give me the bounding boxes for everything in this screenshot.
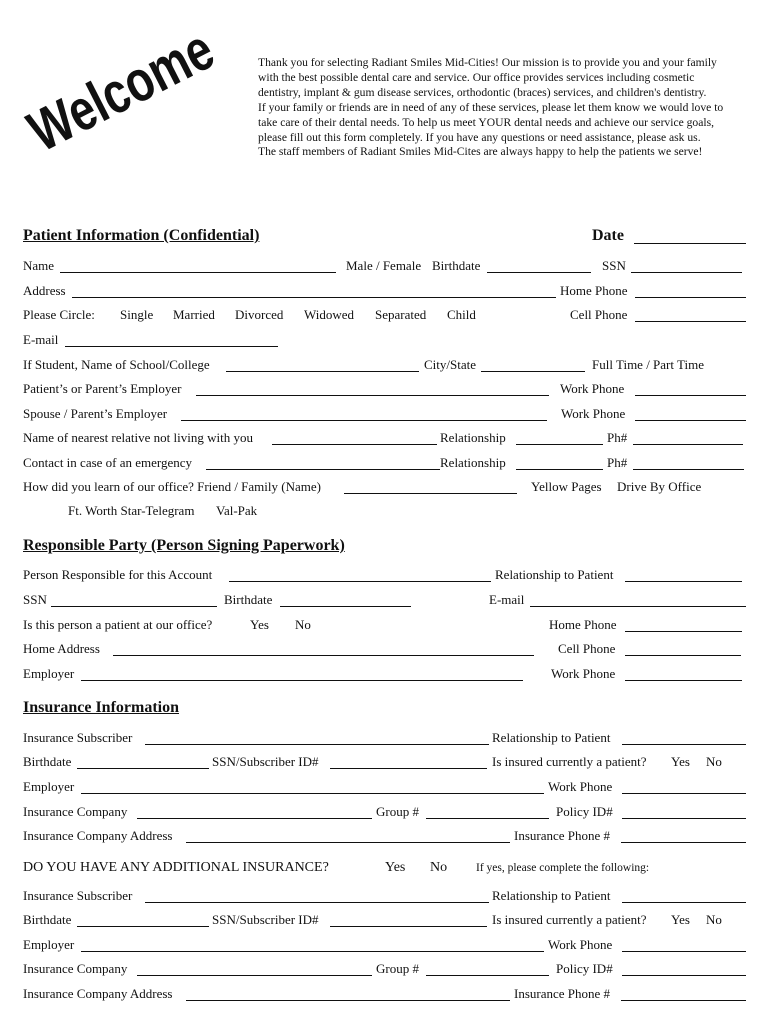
add-group-label: Group # <box>376 961 419 976</box>
add-group-field[interactable] <box>426 975 549 976</box>
add-is-insured-yes[interactable]: Yes <box>671 912 690 927</box>
ins-is-insured-yes[interactable]: Yes <box>671 754 690 769</box>
address-field[interactable] <box>72 297 556 298</box>
ins-birthdate-field[interactable] <box>77 768 209 769</box>
work-phone2-field[interactable] <box>635 420 746 421</box>
add-is-insured-label: Is insured currently a patient? <box>492 912 647 927</box>
birthdate-label: Birthdate <box>432 258 481 273</box>
is-patient-no[interactable]: No <box>295 617 311 632</box>
birthdate-field[interactable] <box>487 272 591 273</box>
nearest-relative-label: Name of nearest relative not living with you <box>23 430 253 445</box>
ins-group-field[interactable] <box>426 818 549 819</box>
employer-label: Patient’s or Parent’s Employer <box>23 381 182 396</box>
resp-ssn-field[interactable] <box>51 606 217 607</box>
insurance-heading: Insurance Information <box>23 699 180 716</box>
resp-relationship-field[interactable] <box>625 581 742 582</box>
full-part-time[interactable]: Full Time / Part Time <box>592 357 704 372</box>
ins-policy-field[interactable] <box>622 818 746 819</box>
ph2-label: Ph# <box>607 455 628 470</box>
marital-widowed[interactable]: Widowed <box>304 307 355 322</box>
add-subscriber-label: Insurance Subscriber <box>23 888 133 903</box>
home-phone-label: Home Phone <box>560 283 628 298</box>
add-company-address-label: Insurance Company Address <box>23 986 173 1001</box>
intro-line: dentistry, implant & gum disease services, orthodontic (braces) services, and children's dentistry. <box>258 85 707 99</box>
add-relationship-label: Relationship to Patient <box>492 888 611 903</box>
intro-line: please fill out this form completely. If you have any questions or need assistance, please ask us. <box>258 130 701 144</box>
person-responsible-label: Person Responsible for this Account <box>23 567 213 582</box>
welcome-title: Welcome <box>18 16 224 165</box>
work-phone-label: Work Phone <box>560 381 625 396</box>
intro-paragraph <box>258 56 763 160</box>
relationship-field[interactable] <box>516 444 603 445</box>
patient-info-heading: Patient Information (Confidential) <box>23 227 260 244</box>
please-circle-label: Please Circle: <box>23 307 95 322</box>
star-telegram-option[interactable]: Ft. Worth Star-Telegram <box>68 503 195 518</box>
ins-work-phone-field[interactable] <box>622 793 746 794</box>
resp-home-phone-label: Home Phone <box>549 617 617 632</box>
resp-relationship-label: Relationship to Patient <box>495 567 614 582</box>
cell-phone-field[interactable] <box>635 321 746 322</box>
resp-employer-field[interactable] <box>81 680 523 681</box>
ins-employer-field[interactable] <box>81 793 544 794</box>
ins-work-phone-label: Work Phone <box>548 779 613 794</box>
resp-cell-phone-label: Cell Phone <box>558 641 616 656</box>
intro-line: with the best possible dental care and service. Our office provides services including cosmetic <box>258 70 695 84</box>
nearest-relative-field[interactable] <box>272 444 437 445</box>
emergency-field[interactable] <box>206 469 440 470</box>
add-subscriber-field[interactable] <box>145 902 489 903</box>
ins-subscriber-field[interactable] <box>145 744 489 745</box>
drive-by-option[interactable]: Drive By Office <box>617 479 702 494</box>
name-field[interactable] <box>60 272 336 273</box>
ins-company-field[interactable] <box>137 818 372 819</box>
school-field[interactable] <box>226 371 419 372</box>
ins-ssn-id-label: SSN/Subscriber ID# <box>212 754 319 769</box>
ins-is-insured-label: Is insured currently a patient? <box>492 754 647 769</box>
date-field[interactable] <box>634 243 746 244</box>
intro-line: take care of their dental needs. To help us meet YOUR dental needs and achieve our service goals, <box>258 115 715 129</box>
marital-divorced[interactable]: Divorced <box>235 307 284 322</box>
add-ins-phone-label: Insurance Phone # <box>514 986 611 1001</box>
sex-label: Male / Female <box>346 258 422 273</box>
spouse-employer-label: Spouse / Parent’s Employer <box>23 406 168 421</box>
add-ins-phone-field[interactable] <box>621 1000 746 1001</box>
emergency-label: Contact in case of an emergency <box>23 455 193 470</box>
resp-birthdate-field[interactable] <box>280 606 411 607</box>
add-ssn-id-label: SSN/Subscriber ID# <box>212 912 319 927</box>
resp-cell-phone-field[interactable] <box>625 655 741 656</box>
resp-work-phone-field[interactable] <box>625 680 742 681</box>
add-policy-label: Policy ID# <box>556 961 613 976</box>
add-ssn-id-field[interactable] <box>330 926 487 927</box>
is-patient-yes[interactable]: Yes <box>250 617 269 632</box>
ssn-label: SSN <box>602 258 626 273</box>
additional-insurance-question: DO YOU HAVE ANY ADDITIONAL INSURANCE? <box>23 860 329 875</box>
resp-work-phone-label: Work Phone <box>551 666 616 681</box>
work-phone2-label: Work Phone <box>561 406 626 421</box>
add-relationship-field[interactable] <box>622 902 746 903</box>
ins-relationship-field[interactable] <box>622 744 746 745</box>
add-company-address-field[interactable] <box>186 1000 510 1001</box>
employer-field[interactable] <box>196 395 549 396</box>
add-company-field[interactable] <box>137 975 372 976</box>
resp-email-label: E-mail <box>489 592 525 607</box>
resp-home-phone-field[interactable] <box>625 631 742 632</box>
person-responsible-field[interactable] <box>229 581 491 582</box>
intro-line: Thank you for selecting Radiant Smiles Mid-Cities! Our mission is to provide you and your family <box>258 56 717 69</box>
email-label: E-mail <box>23 332 59 347</box>
resp-ssn-label: SSN <box>23 592 47 607</box>
ph2-field[interactable] <box>633 469 744 470</box>
additional-insurance-yes[interactable]: Yes <box>385 860 406 875</box>
yellow-pages-option[interactable]: Yellow Pages <box>531 479 602 494</box>
ins-relationship-label: Relationship to Patient <box>492 730 611 745</box>
is-patient-label: Is this person a patient at our office? <box>23 617 213 632</box>
add-employer-field[interactable] <box>81 951 544 952</box>
additional-insurance-no[interactable]: No <box>430 860 448 875</box>
resp-employer-label: Employer <box>23 666 75 681</box>
ins-phone-field[interactable] <box>621 842 746 843</box>
resp-email-field[interactable] <box>530 606 746 607</box>
home-phone-field[interactable] <box>635 297 746 298</box>
city-state-field[interactable] <box>481 371 585 372</box>
ins-birthdate-label: Birthdate <box>23 754 72 769</box>
resp-home-address-label: Home Address <box>23 641 100 656</box>
relationship-label: Relationship <box>440 430 506 445</box>
add-employer-label: Employer <box>23 937 75 952</box>
email-field[interactable] <box>65 346 278 347</box>
marital-married[interactable]: Married <box>173 307 215 322</box>
address-label: Address <box>23 283 66 298</box>
city-state-label: City/State <box>424 357 476 372</box>
intro-line: The staff members of Radiant Smiles Mid-Cites are always happy to help the patients we serve! <box>258 145 703 159</box>
add-birthdate-field[interactable] <box>77 926 209 927</box>
ins-company-address-label: Insurance Company Address <box>23 828 173 843</box>
referral-name-field[interactable] <box>344 493 517 494</box>
responsible-party-heading: Responsible Party (Person Signing Paperwork) <box>23 537 345 554</box>
ins-is-insured-no[interactable]: No <box>706 754 722 769</box>
ins-subscriber-label: Insurance Subscriber <box>23 730 133 745</box>
add-is-insured-no[interactable]: No <box>706 912 722 927</box>
ssn-field[interactable] <box>631 272 742 273</box>
work-phone-field[interactable] <box>635 395 746 396</box>
add-work-phone-label: Work Phone <box>548 937 613 952</box>
ph-label: Ph# <box>607 430 628 445</box>
cell-phone-label: Cell Phone <box>570 307 628 322</box>
marital-child[interactable]: Child <box>447 307 476 322</box>
name-label: Name <box>23 258 55 273</box>
marital-separated[interactable]: Separated <box>375 307 427 322</box>
ins-ssn-id-field[interactable] <box>330 768 487 769</box>
ins-company-address-field[interactable] <box>186 842 510 843</box>
resp-home-address-field[interactable] <box>113 655 534 656</box>
resp-birthdate-label: Birthdate <box>224 592 273 607</box>
marital-single[interactable]: Single <box>120 307 154 322</box>
spouse-employer-field[interactable] <box>181 420 547 421</box>
add-birthdate-label: Birthdate <box>23 912 72 927</box>
ins-phone-label: Insurance Phone # <box>514 828 611 843</box>
intro-line: If your family or friends are in need of any of these services, please let them know we would love to <box>258 100 724 114</box>
ph-field[interactable] <box>633 444 743 445</box>
relationship2-field[interactable] <box>516 469 603 470</box>
val-pak-option[interactable]: Val-Pak <box>216 503 258 518</box>
student-label: If Student, Name of School/College <box>23 357 210 372</box>
ins-company-label: Insurance Company <box>23 804 128 819</box>
ins-employer-label: Employer <box>23 779 75 794</box>
add-policy-field[interactable] <box>622 975 746 976</box>
ins-group-label: Group # <box>376 804 419 819</box>
add-work-phone-field[interactable] <box>622 951 746 952</box>
learn-label: How did you learn of our office? Friend / Family (Name) <box>23 479 321 494</box>
ins-policy-label: Policy ID# <box>556 804 613 819</box>
relationship2-label: Relationship <box>440 455 506 470</box>
additional-insurance-note: If yes, please complete the following: <box>476 862 650 874</box>
add-company-label: Insurance Company <box>23 961 128 976</box>
date-label: Date <box>592 227 624 244</box>
